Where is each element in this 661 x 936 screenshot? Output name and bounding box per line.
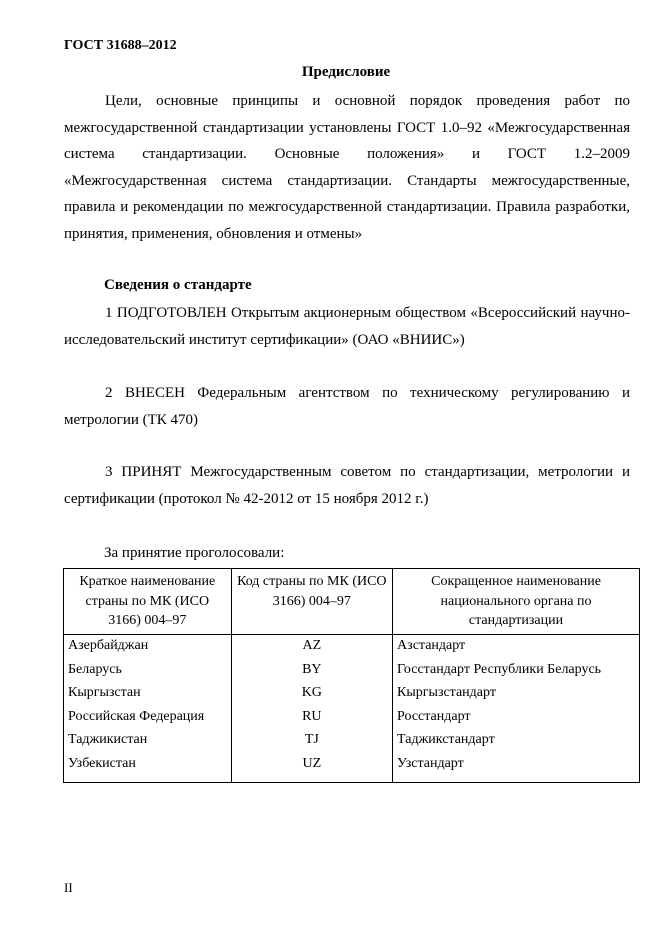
vote-table [63, 568, 640, 783]
info-item-prepared: 1 ПОДГОТОВЛЕН Открытым акционерным обществом «Всероссийский научно-исследовательский институт сертификации» (ОАО «ВНИИС») [64, 305, 630, 348]
header-country-name: Краткое наименование страны по МК (ИСО 3166) 004–97 [64, 569, 232, 635]
country-name: Российская Федерация [64, 706, 232, 730]
national-body: Узстандарт [393, 753, 640, 783]
vote-label: За принятие проголосовали: [104, 545, 285, 561]
header-country-code: Код страны по МК (ИСО 3166) 004–97 [231, 569, 392, 635]
country-code: BY [231, 659, 392, 683]
table-row [64, 682, 640, 706]
country-name: Узбекистан [64, 753, 232, 783]
country-name: Азербайджан [64, 635, 232, 659]
country-code: UZ [231, 753, 392, 783]
country-name: Таджикистан [64, 729, 232, 753]
country-code: TJ [231, 729, 392, 753]
table-row [64, 635, 640, 659]
vote-table-header-row [64, 569, 640, 635]
standard-code: ГОСТ 31688–2012 [64, 38, 177, 53]
table-row [64, 729, 640, 753]
foreword-title: Предисловие [301, 64, 391, 80]
country-code: AZ [231, 635, 392, 659]
header-national-body: Сокращенное наименование национального органа по стандартизации [393, 569, 640, 635]
table-row [64, 706, 640, 730]
national-body: Таджикстандарт [393, 729, 640, 753]
info-item-introduced: 2 ВНЕСЕН Федеральным агентством по техническому регулированию и метрологии (ТК 470) [64, 385, 630, 428]
standard-info-heading: Сведения о стандарте [104, 277, 252, 293]
country-name: Кыргызстан [64, 682, 232, 706]
country-name: Беларусь [64, 659, 232, 683]
foreword-text: Цели, основные принципы и основной порядок проведения работ по межгосударственной стандартизации установлены ГОСТ 1.0–92 «Межгосударственная система стандартизации. Основные положения» и ГОСТ 1.2–2009 «Межгосударственная система стандартизации. Стандарты межгосударственные, правила и рекомендации по межгосударственной стандартизации. Правила разработки, принятия, применения, обновления и отмены» [64, 93, 630, 242]
national-body: Росстандарт [393, 706, 640, 730]
national-body: Кыргызстандарт [393, 682, 640, 706]
national-body: Азстандарт [393, 635, 640, 659]
table-row [64, 753, 640, 783]
table-row [64, 659, 640, 683]
country-code: KG [231, 682, 392, 706]
national-body: Госстандарт Республики Беларусь [393, 659, 640, 683]
info-item-adopted: 3 ПРИНЯТ Межгосударственным советом по стандартизации, метрологии и сертификации (протокол № 42-2012 от 15 ноября 2012 г.) [64, 464, 630, 507]
country-code: RU [231, 706, 392, 730]
page-number: II [64, 880, 73, 895]
